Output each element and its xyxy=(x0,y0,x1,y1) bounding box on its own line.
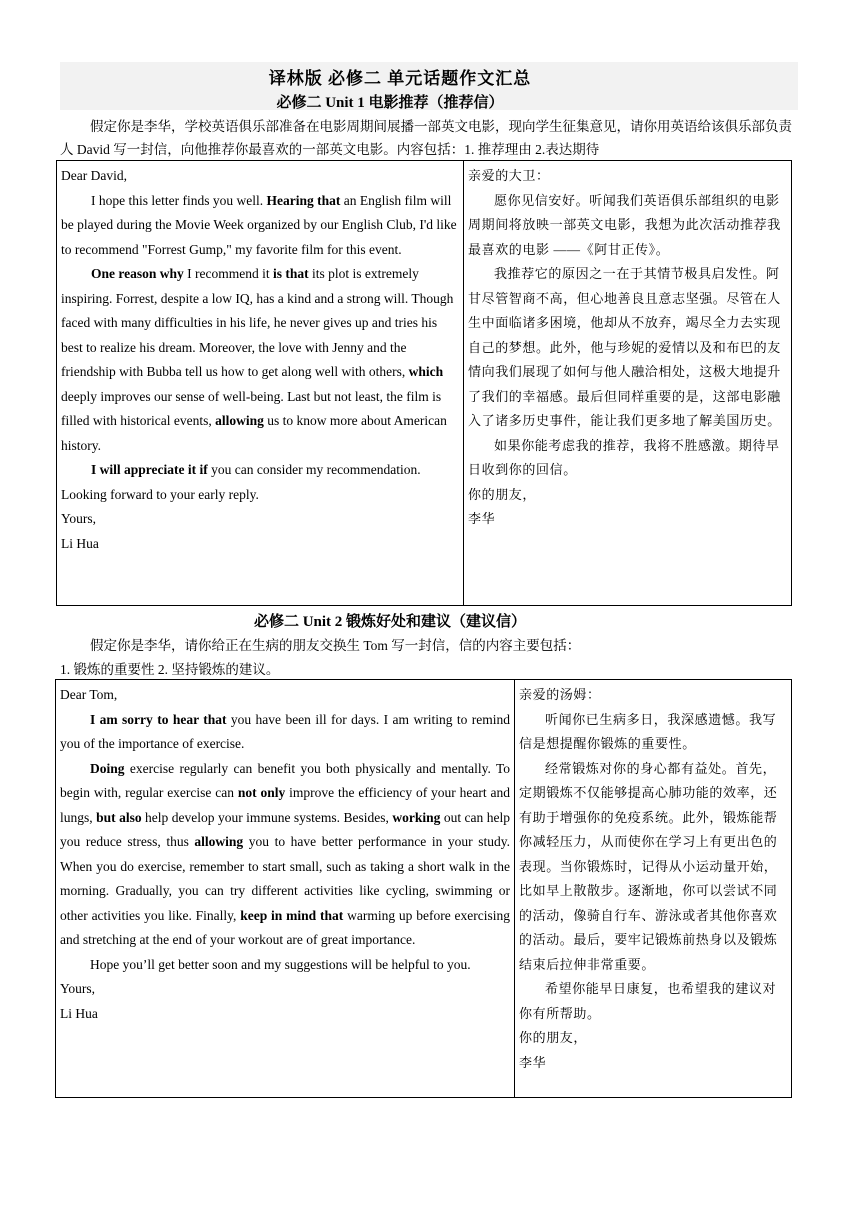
unit2-cn-signature: 李华 xyxy=(519,1054,547,1070)
unit1-en-closing: Yours, xyxy=(61,511,97,526)
unit2-cn-paragraph-3: 希望你能早日康复，也希望我的建议对你有所帮助。 xyxy=(519,981,777,1021)
unit2-letter-table xyxy=(55,679,792,1098)
unit1-cn-greeting: 亲爱的大卫： xyxy=(468,168,550,183)
unit2-prompt-points: 1. 锻炼的重要性 2. 坚持锻炼的建议。 xyxy=(60,662,280,677)
unit1-cn-paragraph-3: 如果你能考虑我的推荐，我将不胜感激。期待早日收到你的回信。 xyxy=(468,437,780,477)
unit1-en-signature: Li Hua xyxy=(61,535,99,551)
unit2-heading: 必修二 Unit 2 锻炼好处和建议（建议信） xyxy=(253,614,527,630)
unit1-prompt: 假定你是李华，学校英语俱乐部准备在电影周期间展播一部英文电影，现向学生征集意见，请你用英语给该俱乐部负责人 David 写一封信，向他推荐你最喜欢的一部英文电影。内容包括：1. 推荐理由 2.表达期待 xyxy=(60,119,792,157)
unit1-cn-paragraph-1: 愿你见信安好。听闻我们英语俱乐部组织的电影周期间将放映一部英文电影，我想为此次活动推荐我最喜欢的电影 ——《阿甘正传》。 xyxy=(468,192,781,257)
page-title: 译林版 必修二 单元话题作文汇总 xyxy=(268,69,532,88)
unit1-en-greeting: Dear David, xyxy=(61,168,127,183)
unit2-cn-closing: 你的朋友， xyxy=(519,1030,588,1045)
unit2-en-signature: Li Hua xyxy=(60,1005,98,1021)
unit2-en-greeting: Dear Tom, xyxy=(60,687,118,702)
unit1-cn-closing: 你的朋友， xyxy=(468,486,537,502)
unit2-en-paragraph-2: Doing exercise regularly can benefit you both physically and mentally. To begin with, regular exercise can not only improve the efficiency of your heart and lungs, but also help develop your immune systems. Besides, working out can help you reduce stress, thus allowing you to have better performance in your study. When you do exercise, remember to start small, such as taking a short walk in the morning. Gradually, you can try different activities like cycling, swimming or other activities you like. Finally, keep in mind that warming up before exercising and stretching at the end of your workout are of great importance. xyxy=(60,760,511,947)
unit1-chinese-letter xyxy=(464,161,792,606)
unit1-letter-table xyxy=(56,160,792,606)
unit1-en-paragraph-1: I hope this letter finds you well. Hearing that an English film will be played during the Movie Week organized by our English Club, I'd like to recommend "Forrest Gump," my favorite film for this event. xyxy=(61,192,457,257)
unit2-en-closing: Yours, xyxy=(60,981,96,996)
unit1-en-paragraph-3: I will appreciate it if you can consider my recommendation. Looking forward to your early reply. xyxy=(61,462,421,502)
unit2-chinese-letter xyxy=(515,680,792,1098)
unit1-cn-paragraph-2: 我推荐它的原因之一在于其情节极具启发性。阿甘尽管智商不高，但心地善良且意志坚强。尽管在人生中面临诸多困境，他却从不放弃，竭尽全力去实现自己的梦想。此外，他与珍妮的爱情以及和布巴的友情向我们展现了如何与他人融洽相处，这极大地提升了我们的幸福感。最后但同样重要的是，这部电影融入了诸多历史事件，能让我们更多地了解美国历史。 xyxy=(468,266,781,428)
unit2-en-paragraph-3: Hope you’ll get better soon and my suggestions will be helpful to you. xyxy=(90,956,471,972)
unit2-cn-paragraph-1: 听闻你已生病多日，我深感遗憾。我写信是想提醒你锻炼的重要性。 xyxy=(519,711,777,751)
unit2-cn-paragraph-2: 经常锻炼对你的身心都有益处。首先，定期锻炼不仅能够提高心肺功能的效率，还有助于增强你的免疫系统。此外，锻炼能帮你减轻压力，从而使你在学习上有更出色的表现。当你锻炼时，记得从小运动量开始，比如早上散散步。逐渐地，你可以尝试不同的活动，像骑自行车、游泳或者其他你喜欢的活动。最后，要牢记锻炼前热身以及锻炼结束后拉伸非常重要。 xyxy=(519,760,778,972)
unit1-english-letter xyxy=(57,161,464,606)
unit2-en-paragraph-1: I am sorry to hear that you have been ill for days. I am writing to remind you of the importance of exercise. xyxy=(60,711,510,751)
unit2-prompt: 假定你是李华，请你给正在生病的朋友交换生 Tom 写一封信，信的内容主要包括： xyxy=(90,638,581,653)
unit1-en-paragraph-2: One reason why I recommend it is that its plot is extremely inspiring. Forrest, despite a low IQ, has a kind and a strong will. Though faced with many difficulties in his life, he never gives up and tries his best to realize his dream. Moreover, the love with Jenny and the friendship with Bubba tell us how to get along well with others, which deeply improves our sense of well-being. Last but not least, the film is filled with historical events, allowing us to know more about American history. xyxy=(61,266,454,453)
unit2-english-letter xyxy=(56,680,515,1098)
unit1-heading: 必修二 Unit 1 电影推荐（推荐信） xyxy=(276,95,504,111)
unit2-cn-greeting: 亲爱的汤姆： xyxy=(519,687,601,702)
unit1-cn-signature: 李华 xyxy=(468,511,496,526)
